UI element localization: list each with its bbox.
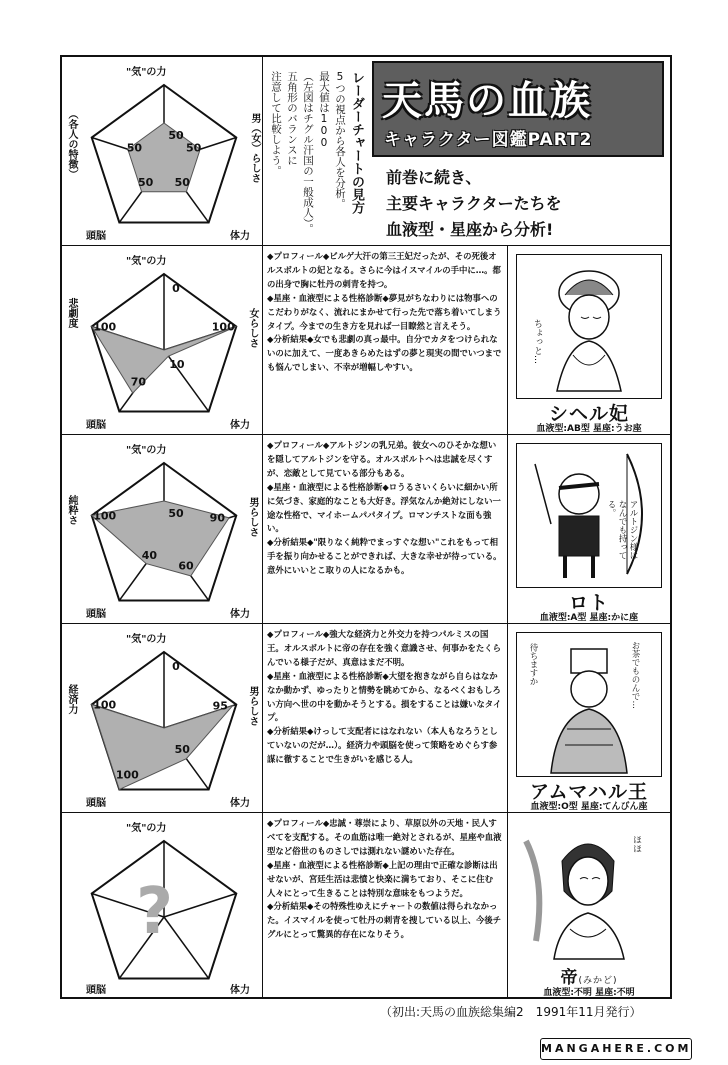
character-description: [262, 246, 508, 434]
axis-label-bottom-left: 頭脳: [86, 985, 106, 996]
star-sign: 星座:うお座: [592, 424, 642, 434]
radar-value-label: 50: [138, 176, 154, 190]
profile-text: ◆プロフィール◆アルトジンの乳兄弟。彼女へのひそかな想いを隠してアルトジンを守る。オルスボルトへは忠誠を尽くすが、恋敵として見ている部分もある。: [267, 440, 497, 478]
speech-bubble-secondary: 待ちますか: [528, 643, 538, 686]
speech-bubble: お茶でものんで…: [630, 641, 640, 709]
axis-label-top: "気"の力: [126, 634, 167, 645]
character-name: ロト: [568, 592, 609, 614]
sample-chart-cell: [62, 57, 263, 245]
portrait-drawing: [517, 444, 660, 586]
radar-chart-cell: [62, 435, 263, 623]
profile-text: ◆プロフィール◆強大な経済力と外交力を持つパルミスの国王。オルスボルトに帝の存在を強く意識させ、何事かをたくらんでいる様子だが、真意はまだ不明。: [267, 629, 501, 667]
radar-value-label: 50: [168, 507, 184, 520]
character-illustration-cell: [508, 435, 670, 623]
character-name-reading: (みかど): [578, 976, 618, 986]
intro-text: [386, 165, 562, 243]
page-subtitle: キャラクター図鑑PART2: [384, 130, 593, 150]
chart-guide-line-1: 5つの視点から各人を分析。: [334, 71, 346, 209]
axis-label-top: "気"の力: [126, 445, 167, 456]
blood-type: 血液型:不明: [543, 988, 592, 998]
axis-label-bottom-right: 体力: [230, 609, 250, 620]
character-name: 帝: [560, 968, 579, 988]
character-row: [62, 435, 670, 624]
blood-type: 血液型:A型: [539, 613, 587, 623]
radar-value-label: 10: [169, 357, 185, 371]
axis-label-bottom-left: 頭脳: [86, 420, 106, 431]
character-illustration-cell: [508, 624, 670, 812]
axis-label-right: 女らしさ: [247, 308, 258, 348]
axis-label-top: "気"の力: [126, 67, 167, 78]
axis-label-left: 純粋さ: [66, 495, 77, 525]
diagnosis-text: ◆星座・血液型による性格診断◆ロうるさいくらいに細かい所に気づき、家庭的なことも大好き。浮気なんか絶対にしない一途な性格で、マイホームパパタイプ。ロマンチストな面も強い。: [267, 481, 501, 534]
radar-chart: [62, 246, 262, 435]
blood-type: 血液型:O型: [530, 802, 578, 812]
character-portrait: [516, 443, 662, 588]
character-info: [516, 799, 662, 812]
analysis-text: ◆分析結果◆その特殊性ゆえにチャートの数値は得られなかった。イスマイルを使って牡丹の刺青を捜している以上、今後チグルにとって驚異的存在になりそう。: [267, 901, 502, 940]
chart-guide: [262, 57, 372, 245]
title-banner: [372, 61, 664, 157]
publication-note: （初出:天馬の血族総集編2 1991年11月発行）: [380, 1005, 642, 1019]
character-info: [516, 610, 662, 623]
profile-text: ◆プロフィール◆ビルゲ大汗の第三王妃だったが、その死後オルスボルトの妃となる。さらに今はイスマイルの手中に…。都の出身で胸に牡丹の刺青を持つ。: [267, 251, 501, 289]
radar-value-label: 90: [209, 511, 225, 525]
analysis-text: ◆分析結果◆女でも悲劇の真っ最中。自分でカタをつけられないのに加えて、一度あきらめたはずの夢と現実の間でいつまでも悩んでしまい、不幸が増幅しやすい。: [267, 334, 502, 373]
axis-label-right: 男らしさ: [247, 497, 258, 537]
axis-label-left: 悲劇度: [66, 298, 77, 328]
character-illustration-cell: [508, 813, 670, 999]
character-portrait: [516, 254, 662, 399]
character-portrait: [516, 632, 662, 777]
radar-value-label: 100: [211, 320, 235, 334]
speech-bubble: ちょっと…: [532, 319, 542, 364]
speech-bubble: ほほ: [631, 835, 641, 853]
profile-text: ◆プロフィール◆忠誠・尊崇により、草原以外の天地・民人すべてを支配する。その血筋は唯一絶対とされるが、星座や血液型など俗世のものさしでは測れない謎めいた存在。: [267, 818, 502, 856]
radar-value-label: 50: [185, 141, 202, 155]
axis-label-bottom-right: 体力: [230, 798, 250, 809]
intro-line-3: 血液型・星座から分析!: [386, 220, 554, 239]
sample-radar-chart: [62, 57, 262, 246]
radar-value-label: 50: [126, 141, 143, 155]
radar-value-label: 50: [168, 129, 184, 142]
character-description: [262, 624, 508, 812]
axis-label-left: 経済力: [66, 684, 77, 714]
analysis-text: ◆分析結果◆けっして支配者にはなれない（本人もなろうとしていないのだが…）。経済力や頭脳を使って策略をめぐらす参謀に徹することで生きがいを感じる人。: [267, 726, 498, 765]
character-name: アムマハル王: [529, 781, 649, 803]
chart-guide-title: レーダーチャートの見方: [349, 71, 364, 214]
radar-value-label: 40: [141, 549, 158, 563]
star-sign: 星座:かに座: [589, 613, 639, 623]
radar-chart: [62, 624, 262, 813]
radar-value-label: 50: [174, 743, 190, 757]
chart-guide-line-5: 注意して比較しよう。: [270, 71, 282, 176]
character-row: [62, 246, 670, 435]
book-title: 天馬の血族: [382, 77, 592, 124]
intro-line-2: 主要キャラクターたちを: [386, 194, 562, 213]
radar-spoke: [164, 894, 236, 917]
radar-value-label: 100: [115, 768, 139, 782]
character-portrait: [516, 821, 662, 961]
axis-label-bottom-left: 頭脳: [86, 609, 106, 620]
axis-label-top: "気"の力: [126, 256, 167, 267]
axis-label-bottom-left: 頭脳: [86, 798, 106, 809]
character-row: [62, 813, 670, 999]
intro-line-1: 前巻に続き、: [386, 168, 482, 187]
diagnosis-text: ◆星座・血液型による性格診断◆夢見がちなわりには物事へのこだわりがなく、流れにまかせて行った先で落ち着いてしまうタイプ。今までの生き方を見れば一目瞭然と言えそう。: [267, 292, 502, 331]
radar-value-label: 70: [130, 375, 147, 389]
axis-label-top: "気"の力: [126, 823, 167, 834]
diagnosis-text: ◆星座・血液型による性格診断◆上記の理由で正確な診断は出せないが、宮廷生活は悲憤と快楽に満ちており、そこに住む人々にとって生きることは特別な意味をもつようだ。: [267, 859, 498, 898]
radar-value-label: 100: [93, 320, 117, 334]
axis-label-bottom-left: 頭脳: [86, 231, 106, 242]
radar-value-label: 0: [172, 660, 180, 673]
radar-chart-cell: [62, 246, 263, 434]
character-info: [516, 421, 662, 434]
speech-bubble: アルトジン様はなんでも持ってる。: [606, 500, 638, 560]
radar-chart-cell: [62, 624, 263, 812]
star-sign: 星座:てんびん座: [580, 802, 648, 812]
character-info: [516, 985, 662, 998]
axis-label-right: 男らしさ: [247, 686, 258, 726]
analysis-text: ◆分析結果◆"限りなく純粋でまっすぐな想い"これをもって相手を振り向かせることができれば、大きな幸せが待っている。意外にいいとこ取りの人になるかも。: [267, 537, 502, 576]
chart-guide-line-4: 五角形のバランスに: [286, 71, 298, 166]
header-row: [62, 57, 670, 246]
radar-value-label: 60: [178, 559, 194, 573]
radar-value-label: 100: [93, 698, 117, 712]
star-sign: 星座:不明: [595, 988, 635, 998]
character-row: [62, 624, 670, 813]
radar-value-label: 100: [93, 509, 117, 523]
character-description: [262, 435, 508, 623]
axis-label-bottom-right: 体力: [230, 985, 250, 996]
radar-value-label: 0: [172, 282, 180, 295]
blood-type: 血液型:AB型: [536, 424, 590, 434]
title-block: [372, 61, 664, 241]
chart-guide-line-2: 最大値は100: [318, 71, 330, 149]
axis-label-right: 男（女）らしさ: [249, 113, 260, 183]
radar-value-label: 95: [212, 699, 228, 713]
radar-series-area: [92, 705, 233, 790]
unknown-question-mark: ?: [136, 875, 174, 949]
axis-label-bottom-right: 体力: [230, 420, 250, 431]
character-description: [262, 813, 508, 999]
chart-guide-line-3: （左図はチグル汗国の一般成人）。: [302, 71, 314, 234]
character-illustration-cell: [508, 246, 670, 434]
axis-label-left: （各人の特徴）: [66, 109, 77, 179]
site-logo: MANGAHERE.COM: [540, 1038, 692, 1060]
radar-chart-cell: [62, 813, 263, 999]
diagnosis-text: ◆星座・血液型による性格診断◆大望を抱きながら自らはなかなか動かず、ゆったりと情勢を眺めてから、なるべくおもしろい方向へ世の中を動かそうとする。損をすることは嫌いなタイプ。: [267, 670, 502, 723]
chart-page-frame: [60, 55, 672, 999]
radar-chart: [62, 435, 262, 624]
axis-label-bottom-right: 体力: [230, 231, 250, 242]
character-name: シヘル妃: [548, 403, 629, 425]
radar-value-label: 50: [174, 176, 190, 190]
